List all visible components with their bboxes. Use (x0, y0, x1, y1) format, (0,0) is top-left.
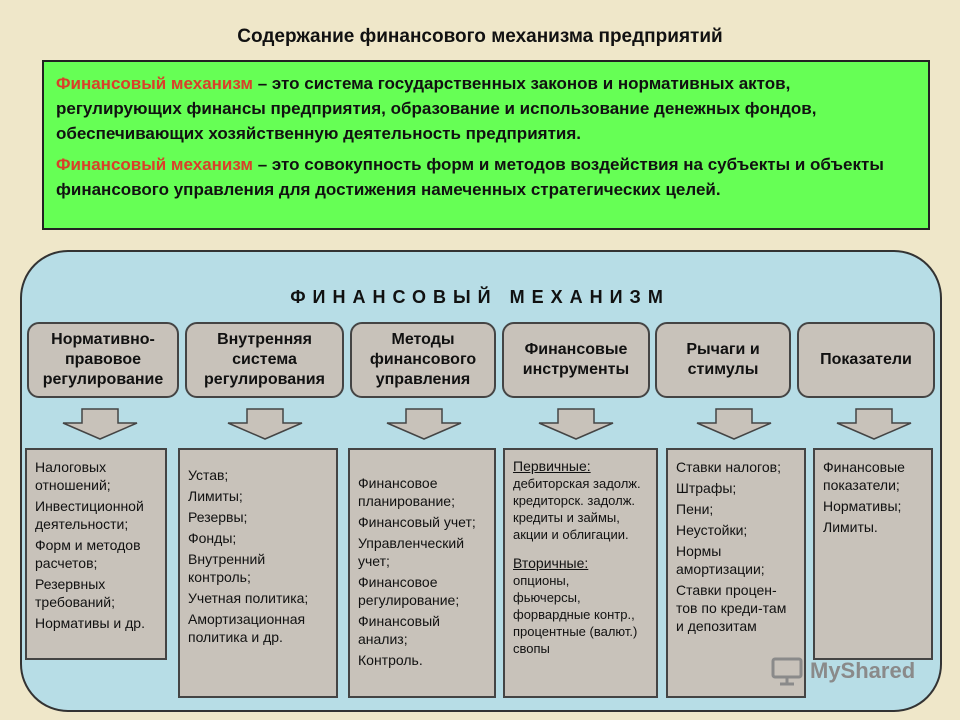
list-legal (25, 448, 167, 660)
list-item: Лимиты; (188, 488, 243, 504)
down-arrow-icon (694, 408, 774, 440)
list-item: Финансовый учет; (358, 514, 476, 530)
definition-text: – это система государственных законов и нормативных актов, регулирующих финансы предприятия, образование и использование денежных фондов, обеспечивающих хозяйственную деятельность предприятия. (56, 74, 817, 143)
primary-label: Первичные: (513, 458, 591, 474)
list-item: Инвестиционной деятельности; (35, 498, 144, 532)
definition-term: Финансовый механизм (56, 155, 253, 174)
list-item: дебиторская задолж. (513, 476, 641, 491)
category-instruments (502, 322, 650, 398)
list-item: свопы (513, 641, 550, 656)
list-item: Амортизационная политика и др. (188, 611, 306, 645)
list-item: кредиты и займы, (513, 510, 620, 525)
mechanism-title: ФИНАНСОВЫЙ МЕХАНИЗМ (290, 287, 670, 307)
list-item: Управленческий учет; (358, 535, 465, 569)
list-item: Учетная политика; (188, 590, 309, 606)
watermark-text: MyShared (810, 658, 916, 683)
list-item: Налоговых отношений; (35, 459, 111, 493)
list-indicators (813, 448, 933, 660)
category-levers (655, 322, 791, 398)
secondary-label: Вторичные: (513, 555, 589, 571)
list-item: акции и облигации. (513, 527, 629, 542)
down-arrow-icon (834, 408, 914, 440)
list-item: Ставки процен-тов по креди-там и депозитам (676, 582, 787, 634)
list-item: Финансовые показатели; (823, 459, 905, 493)
list-item: Резервных требований; (35, 576, 115, 610)
definition-text: – это совокупность форм и методов воздействия на субъекты и объекты финансового управления для достижения намеченных стратегических целей. (56, 155, 884, 199)
down-arrow-icon (225, 408, 305, 440)
category-label: Нормативно-правовое регулирование (42, 331, 164, 388)
presentation-icon (770, 656, 804, 686)
category-label: Методы финансового управления (369, 331, 477, 388)
category-internal (185, 322, 344, 398)
list-item: Ставки налогов; (676, 459, 781, 475)
list-item: Контроль. (358, 652, 423, 668)
list-item: Финансовое планирование; (358, 475, 455, 509)
list-instruments (503, 448, 658, 698)
list-item: Неустойки; (676, 522, 748, 538)
list-item: Нормативы и др. (35, 615, 145, 631)
down-arrow-icon (536, 408, 616, 440)
list-item: Устав; (188, 467, 229, 483)
list-item: процентные (валют.) (513, 624, 638, 639)
definition-term: Финансовый механизм (56, 74, 253, 93)
list-item: опционы, (513, 573, 570, 588)
down-arrow-icon (60, 408, 140, 440)
category-label: Внутренняя система регулирования (204, 331, 325, 388)
page-title: Содержание финансового механизма предприятий (237, 26, 723, 47)
category-label: Рычаги и стимулы (686, 341, 760, 378)
category-methods (350, 322, 496, 398)
category-label: Показатели (820, 351, 912, 368)
list-item: Резервы; (188, 509, 248, 525)
list-item: Внутренний контроль; (188, 551, 266, 585)
category-legal (27, 322, 179, 398)
list-item: Пени; (676, 501, 714, 517)
list-item: фьючерсы, (513, 590, 581, 605)
watermark (770, 656, 915, 686)
definitions-box (42, 60, 930, 230)
list-item: Нормативы; (823, 498, 902, 514)
list-item: Финансовый анализ; (358, 613, 440, 647)
category-label: Финансовые инструменты (522, 341, 630, 378)
down-arrow-icon (384, 408, 464, 440)
list-item: Форм и методов расчетов; (35, 537, 141, 571)
definition-1 (56, 71, 916, 146)
category-indicators (797, 322, 935, 398)
list-internal (178, 448, 338, 698)
list-item: Финансовое регулирование; (358, 574, 460, 608)
list-item: форвардные контр., (513, 607, 635, 622)
list-item: Нормы амортизации; (676, 543, 765, 577)
list-methods (348, 448, 496, 698)
list-item: Фонды; (188, 530, 237, 546)
list-item: кредиторск. задолж. (513, 493, 636, 508)
list-item: Лимиты. (823, 519, 878, 535)
definition-2 (56, 152, 916, 202)
list-item: Штрафы; (676, 480, 737, 496)
